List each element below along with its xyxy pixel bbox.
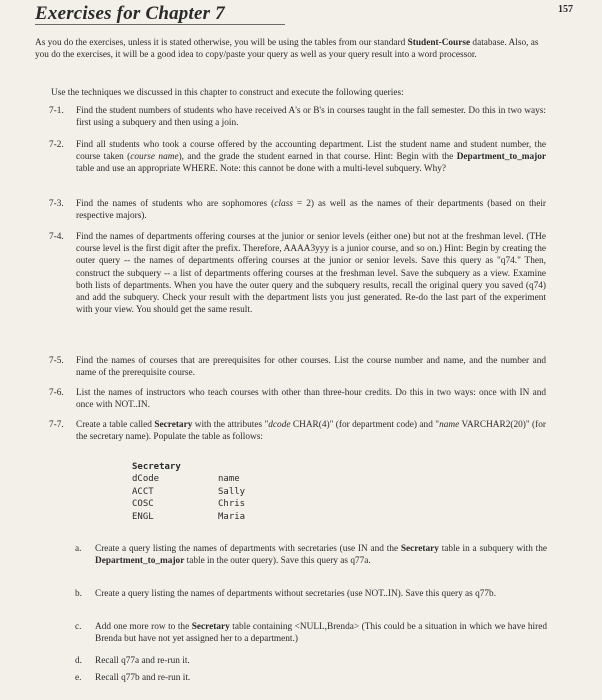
table-cell: COSC: [132, 499, 154, 510]
table-cell: Maria: [218, 511, 246, 522]
subtask-text: Recall q77b and re-run it.: [95, 673, 191, 683]
exercise-number: 7-3.: [49, 199, 64, 209]
instructions-lead: Use the techniques we discussed in this chapter to construct and execute the following queries:: [51, 88, 404, 98]
page-number: 157: [558, 4, 573, 15]
column-header-dcode: dCode: [132, 474, 160, 485]
exercise-number: 7-6.: [49, 388, 64, 398]
exercise-text: Create a table called Secretary with the attributes "dcode CHAR(4)" (for department code) and "name VARCHAR2(20)" (for the secretary name). Populate the table as follows:: [76, 420, 546, 443]
subtask-text: Recall q77a and re-run it.: [95, 656, 190, 666]
subtask-text: Create a query listing the names of departments without secretaries (use NOT..IN). Save this query as q77b.: [95, 589, 497, 599]
exercise-number: 7-4.: [49, 232, 64, 242]
subtask-label: e.: [75, 673, 82, 683]
intro-paragraph: As you do the exercises, unless it is stated otherwise, you will be using the tables from our standard Student-Course database. Also, as you do the exercises, it will be a good idea to copy/paste your query as well as your query result into a word processor.: [35, 38, 539, 61]
exercise-text: Find the names of courses that are prerequisites for other courses. List the course number and name, and the number and name of the prerequisite course.: [76, 356, 546, 379]
chapter-exercises-title: Exercises for Chapter 7: [35, 3, 225, 24]
exercise-number: 7-2.: [49, 140, 64, 150]
table-row: [132, 486, 246, 498]
table-cell: Sally: [218, 486, 246, 497]
column-header-name: name: [218, 474, 240, 485]
exercise-text: List the names of instructors who teach courses with other than three-hour credits. Do this in two ways: once with IN and once with NOT..IN.: [76, 388, 546, 411]
subtask-label: d.: [75, 656, 82, 666]
subtask-text: Create a query listing the names of departments with secretaries (use IN and the Secretary table in a subquery with the Department_to_major table in the outer query). Save this query as q77a.: [95, 544, 547, 567]
table-cell: ENGL: [132, 511, 154, 522]
title-underline: [35, 24, 285, 25]
table-header-row: [132, 473, 240, 485]
exercise-text: Find the names of students who are sophomores (class = 2) as well as the names of their departments (based on their respective majors).: [76, 199, 547, 222]
exercise-number: 7-7.: [49, 420, 64, 430]
table-cell: Chris: [218, 499, 246, 510]
secretary-table: [132, 461, 246, 523]
exercise-number: 7-1.: [49, 106, 64, 116]
exercise-number: 7-5.: [49, 356, 64, 366]
table-row: [132, 511, 246, 523]
table-name: Secretary: [132, 462, 181, 472]
subtask-label: c.: [75, 622, 82, 632]
subtask-label: b.: [75, 589, 82, 599]
subtask-text: Add one more row to the Secretary table containing <NULL,Brenda> (This could be a situation in which we have hired Brenda but have not yet assigned her to a department.): [95, 622, 547, 645]
exercise-text: Find the names of departments offering courses at the junior or senior levels (either one) but not at the freshman level. (THe course level is the first digit after the prefix. Therefore, AAAA3yyy is a junior course, and so on.) Hint: Begin by creating the outer query -- the names of departments offering courses at the junior or senior levels. Save this query as "q74." Then, construct the subquery -- a list of departments offering courses at the freshman level. Save the subquery as a view. Examine both lists of departments. When you have the outer query and the subquery results, recall the original query you saved (q74) and add the subquery. Check your result with the department lists you just generated. Re-do the last part of the experiment with your view. You should get the same result.: [76, 232, 546, 316]
subtask-label: a.: [75, 544, 82, 554]
table-cell: ACCT: [132, 486, 154, 497]
exercise-text: Find the student numbers of students who have received A's or B's in courses taught in the fall semester. Do this in two ways: first using a subquery and then using a join.: [76, 106, 546, 129]
table-row: [132, 498, 246, 510]
exercise-text: Find all students who took a course offered by the accounting department. List the student name and student number, the course taken (course name), and the grade the student earned in that course. Hint: Begin with the Department_to_major table and use an appropriate WHERE. Note: this cannot be done with a multi-level subquery. Why?: [76, 140, 547, 175]
